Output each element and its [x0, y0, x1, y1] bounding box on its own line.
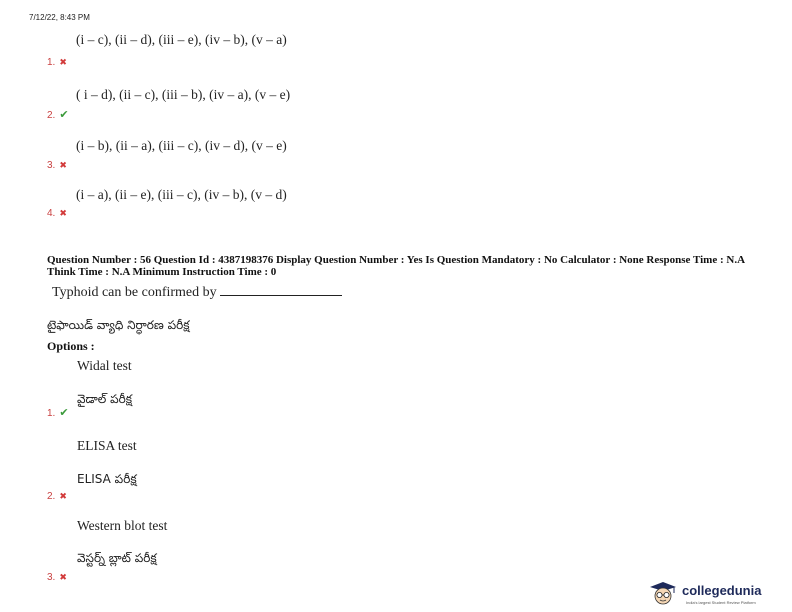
option-3-marker: [47, 567, 67, 585]
option-number: 3.: [47, 160, 56, 171]
option-1-telugu: వైడాల్ పరీక్ష: [77, 392, 133, 406]
option-number: 1.: [47, 408, 56, 419]
option-2-english: ELISA test: [77, 438, 137, 453]
wrong-mark-icon: ✖: [59, 492, 67, 502]
prev-option-1-marker: [47, 52, 67, 70]
correct-check-icon: ✔: [59, 406, 69, 419]
correct-check-icon: ✔: [59, 108, 69, 121]
answer-blank: [220, 284, 342, 296]
option-1-marker: [47, 403, 69, 421]
option-number: 3.: [47, 572, 56, 583]
wrong-mark-icon: ✖: [59, 161, 67, 171]
prev-option-4-text: (i – a), (ii – e), (iii – c), (iv – b), (v – d): [76, 187, 287, 202]
logo-tagline: India's largest Student Review Platform: [686, 600, 756, 605]
option-2-telugu: ELISA పరీక్ష: [77, 472, 137, 486]
option-number: 2.: [47, 110, 56, 121]
mascot-icon: [648, 580, 678, 606]
option-3-telugu: వెస్టర్న్ బ్లాట్ పరీక్ష: [77, 551, 157, 565]
prev-option-1-text: (i – c), (ii – d), (iii – e), (iv – b), (v – a): [76, 32, 287, 47]
option-number: 1.: [47, 57, 56, 68]
options-label: Options :: [47, 339, 95, 353]
option-number: 4.: [47, 208, 56, 219]
question-meta: Question Number : 56 Question Id : 4387198376 Display Question Number : Yes Is Question Mandatory : No Calculator : None Response Time : N.A Think Time : N.A Minimum Instruction Time : 0: [47, 254, 745, 278]
collegedunia-logo: [648, 580, 788, 608]
prev-option-2-text: ( i – d), (ii – c), (iii – b), (iv – a), (v – e): [76, 87, 291, 102]
option-1-english: Widal test: [77, 358, 132, 373]
question-text: Typhoid can be confirmed by: [52, 285, 217, 300]
print-timestamp: 7/12/22, 8:43 PM: [29, 13, 90, 22]
prev-option-3-text: (i – b), (ii – a), (iii – c), (iv – d), (v – e): [76, 138, 287, 153]
option-3-english: Western blot test: [77, 518, 168, 533]
question-text-row: [52, 284, 342, 301]
question-text-telugu: టైఫాయిడ్ వ్యాధి నిర్ధారణ పరీక్ష: [47, 318, 190, 332]
wrong-mark-icon: ✖: [59, 58, 67, 68]
prev-option-2-marker: [47, 105, 69, 123]
prev-option-3-marker: [47, 155, 67, 173]
option-2-marker: [47, 486, 67, 504]
logo-wordmark: collegedunia: [682, 583, 762, 598]
wrong-mark-icon: ✖: [59, 209, 67, 219]
prev-option-4-marker: [47, 203, 67, 221]
wrong-mark-icon: ✖: [59, 573, 67, 583]
option-number: 2.: [47, 491, 56, 502]
